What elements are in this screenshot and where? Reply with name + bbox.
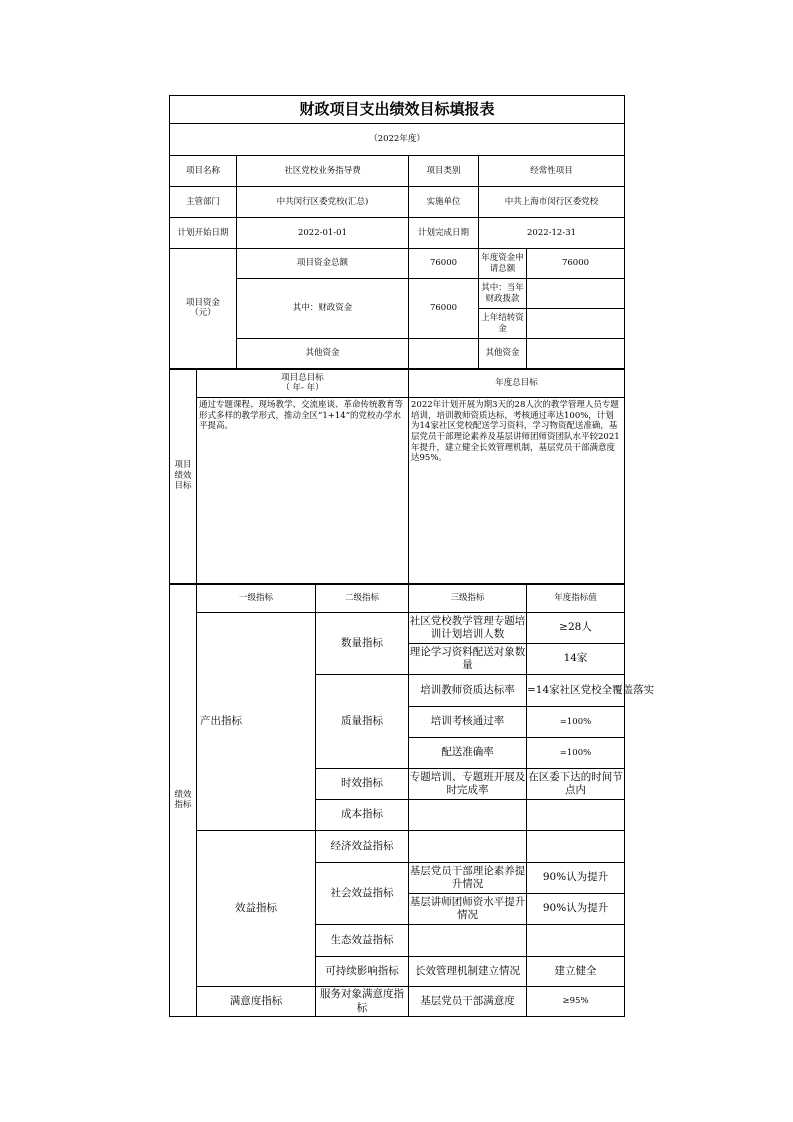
ql3-name: 配送准确率 [409, 738, 527, 769]
q1-name: 社区党校教学管理专题培训计划培训人数 [409, 613, 527, 644]
su1-name: 长效管理机制建立情况 [409, 957, 527, 987]
cost-name [409, 800, 527, 831]
form-table [169, 95, 655, 1017]
s2-value: 90%认为提升 [527, 894, 625, 925]
s1-name: 基层党员干部理论素养提升情况 [409, 863, 527, 894]
impl-unit-value: 中共上海市闵行区委党校 [479, 187, 625, 218]
sustain-indicator-label: 可持续影响指标 [316, 957, 409, 987]
cost-indicator-label: 成本指标 [316, 800, 409, 831]
eco-value [527, 925, 625, 957]
project-name-value: 社区党校业务指导费 [237, 156, 409, 187]
funds-carryover-value [527, 309, 625, 339]
econ-value [527, 831, 625, 863]
t1-value: 在区委下达的时间节点内 [527, 769, 625, 800]
benefit-indicator-label: 效益指标 [197, 831, 316, 987]
quality-indicator-label: 质量指标 [316, 675, 409, 769]
funds-fiscal-value: 76000 [409, 279, 479, 339]
impl-unit-label: 实施单位 [409, 187, 479, 218]
project-name-label: 项目名称 [170, 156, 237, 187]
funds-total-label: 项目资金总额 [237, 249, 409, 279]
funds-annual-label: 年度资金申请总额 [479, 249, 527, 279]
quantity-indicator-label: 数量指标 [316, 613, 409, 675]
header-level1: 一级指标 [197, 584, 316, 613]
funds-other2-value [527, 339, 625, 369]
q2-value: 14家 [527, 644, 625, 675]
project-category-value: 经常性项目 [479, 156, 625, 187]
overall-goal-text: 通过专题课程、现场教学、交流座谈、革命传统教育等形式多样的教学形式，推动全区“1+14”的党校办学水平提高。 [197, 398, 409, 584]
start-date-label: 计划开始日期 [170, 218, 237, 249]
end-date-value: 2022-12-31 [479, 218, 625, 249]
t1-name: 专题培训、专题班开展及时完成率 [409, 769, 527, 800]
s1-value: 90%认为提升 [527, 863, 625, 894]
ql3-value: =100% [527, 738, 625, 769]
time-indicator-label: 时效指标 [316, 769, 409, 800]
econ-indicator-label: 经济效益指标 [316, 831, 409, 863]
q2-name: 理论学习资料配送对象数量 [409, 644, 527, 675]
sa1-value: ≥95% [527, 987, 625, 1017]
satisfaction-indicator-label: 满意度指标 [197, 987, 316, 1017]
ql1-value: =14家社区党校全覆盖落实 [527, 675, 625, 707]
funds-other-value [409, 339, 479, 369]
performance-target-form [169, 95, 655, 1017]
header-annual-value: 年度指标值 [527, 584, 625, 613]
su1-value: 建立健全 [527, 957, 625, 987]
service-satisfaction-label: 服务对象满意度指标 [316, 987, 409, 1017]
sa1-name: 基层党员干部满意度 [409, 987, 527, 1017]
social-indicator-label: 社会效益指标 [316, 863, 409, 925]
funds-other2-label: 其他资金 [479, 339, 527, 369]
eco-name [409, 925, 527, 957]
end-date-label: 计划完成日期 [409, 218, 479, 249]
ql2-value: =100% [527, 707, 625, 738]
eco-indicator-label: 生态效益指标 [316, 925, 409, 957]
form-title: 财政项目支出绩效目标填报表 [170, 96, 625, 124]
annual-goal-header: 年度总目标 [409, 369, 625, 398]
ql1-name: 培训教师资质达标率 [409, 675, 527, 707]
header-level2: 二级指标 [316, 584, 409, 613]
form-year: （2022年度） [170, 124, 625, 156]
dept-value: 中共闵行区委党校(汇总) [237, 187, 409, 218]
project-category-label: 项目类别 [409, 156, 479, 187]
funds-current-value [527, 279, 625, 309]
funds-annual-value: 76000 [527, 249, 625, 279]
header-level3: 三级指标 [409, 584, 527, 613]
econ-name [409, 831, 527, 863]
indicators-section-label: 绩效 指标 [170, 584, 197, 1017]
dept-label: 主管部门 [170, 187, 237, 218]
funds-carryover-label: 上年结转资金 [479, 309, 527, 339]
goals-section-label: 项目 绩效 目标 [170, 369, 197, 584]
funds-total-value: 76000 [409, 249, 479, 279]
overall-goal-header: 项目总目标 （ 年- 年） [197, 369, 409, 398]
funds-current-label: 其中：当年财政拨款 [479, 279, 527, 309]
cost-value [527, 800, 625, 831]
funds-fiscal-label: 其中：财政资金 [237, 279, 409, 339]
s2-name: 基层讲师团师资水平提升情况 [409, 894, 527, 925]
annual-goal-text: 2022年计划开展为期3天的28人次的教学管理人员专题培训，培训教师资质达标，考核通过率达100%，计划为14家社区党校配送学习资料，学习物资配送准确，基层党员干部理论素养及基层讲师团师资团队水平较2021年提升，建立健全长效管理机制，基层党员干部满意度达95%。 [409, 398, 625, 584]
ql2-name: 培训考核通过率 [409, 707, 527, 738]
funds-label: 项目资金 （元） [170, 249, 237, 369]
output-indicator-label: 产出指标 [197, 613, 316, 831]
funds-other-label: 其他资金 [237, 339, 409, 369]
q1-value: ≥28人 [527, 613, 625, 644]
start-date-value: 2022-01-01 [237, 218, 409, 249]
